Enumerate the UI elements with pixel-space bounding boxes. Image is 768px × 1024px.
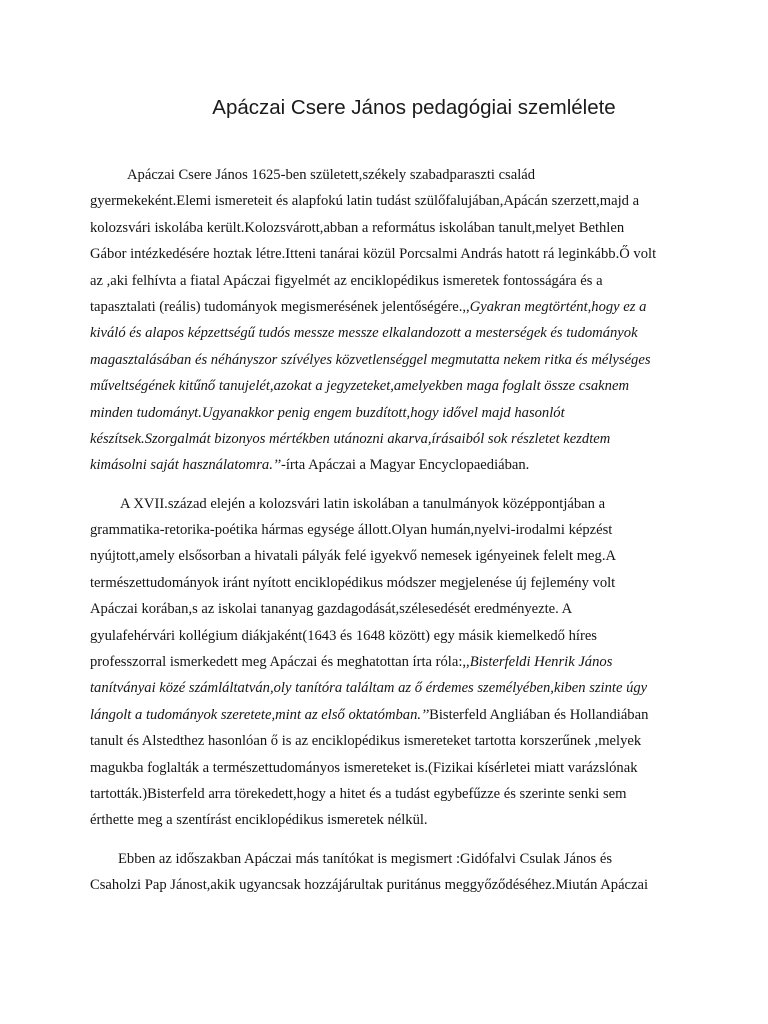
body-text: tanult és Alstedthez hasonlóan ő is az enciklopédikus ismereteket tartotta korszerűnek ,melyek [90,733,642,750]
quote-text: kiváló és alapos képzettségű tudós messze messze elkalandozott a mesterségek és tudományok [90,325,638,342]
text-line [90,872,690,898]
text-line [90,596,690,622]
text-line [90,400,690,426]
text-line [90,426,690,452]
text-line [90,320,690,346]
quote-text: lángolt a tudományok szeretete,mint az első oktatómban.’’ [90,706,430,723]
text-line [90,781,690,807]
paragraph [90,162,690,479]
quote-text: készítsek.Szorgalmát bizonyos mértékben utánozni akarva,írásaiból sok részletet kezdtem [90,430,611,447]
text-line [90,347,690,373]
body-text: Ebben az időszakban Apáczai más tanítókat is megismert :Gidófalvi Csulak János és [118,850,613,867]
body-text: tartották.)Bisterfeld arra törekedett,hogy a hitet és a tudást egybefűzze és szerinte senki sem [90,785,627,802]
body-text: természettudományok iránt nyított enciklopédikus módszer megjelenése új fejlemény volt [90,574,616,591]
text-line [90,162,690,188]
text-line [90,517,690,543]
body-text: gyermekeként.Elemi ismereteit és alapfokú latin tudást szülőfalujában,Apácán szerzett,majd a [90,193,640,210]
text-line [90,675,690,701]
quote-text: kimásolni saját használatomra.’’ [90,457,281,474]
text-line [90,373,690,399]
text-line [90,241,690,267]
text-line [90,807,690,833]
body-text: Apáczai Csere János 1625-ben született,székely szabadparaszti család [127,167,536,183]
quote-text: minden tudományt.Ugyanakkor penig engem buzdított,hogy idővel majd hasonlót [90,404,565,421]
text-line [90,728,690,754]
body-text: grammatika-retorika-poétika hármas egysége állott.Olyan humán,nyelvi-irodalmi képzést [90,522,613,539]
text-line [90,846,690,872]
text-line [90,649,690,675]
paragraph [90,491,690,834]
body-text: érthette meg a szentírást enciklopédikus ismeretek nélkül. [90,812,428,829]
body-text: A XVII.század elején a kolozsvári latin iskolában a tanulmányok középpontjában a [120,495,606,512]
body-text: az ,aki felhívta a fiatal Apáczai figyelmét az enciklopédikus ismeretek fontosságára és a [90,272,603,289]
quote-text: tanítványai közé számláltatván,oly tanítóra találtam az ő érdemes személyében,kiben szinte úgy [90,680,648,697]
body-text: Csaholzi Pap Jánost,akik ugyancsak hozzájárultak puritánus meggyőződéséhez.Miután Apáczai [90,877,649,894]
text-line [90,755,690,781]
body-text: gyulafehérvári kollégium diákjaként(1643 és 1648 között) egy másik kiemelkedő híres [90,627,597,644]
document-body [90,162,690,899]
body-text: Gábor intézkedésére hoztak létre.Itteni tanárai közül Porcsalmi András hatott rá leginkább.Ő volt [90,246,657,263]
text-line [90,543,690,569]
quote-text: Gyakran megtörtént,hogy ez a [469,298,647,315]
quote-text: Bisterfeldi Henrik János [469,654,613,671]
text-line [90,623,690,649]
text-line [90,491,690,517]
body-text: -írta Apáczai a Magyar Encyclopaediában. [280,457,530,474]
text-line [90,268,690,294]
text-line [90,215,690,241]
quote-text: magasztalásában és néhányszor szívélyes közvetlenséggel megmutatta nekem ritka és mélységes [90,351,651,368]
document-title: Apáczai Csere János pedagógiai szemlélete [212,96,616,119]
body-text: tapasztalati (reális) tudományok megismerésének jelentőségére.,, [90,298,470,315]
body-text: professzorral ismerkedett meg Apáczai és meghatottan írta róla:,, [90,654,470,671]
body-text: nyújtott,amely elsősorban a hivatali pályák felé igyekvő nemesek igényeinek felelt meg.A [90,548,617,565]
text-line [90,570,690,596]
body-text: Bisterfeld Angliában és Hollandiában [429,706,649,723]
body-text: magukba foglalták a természettudományos ismereteket is.(Fizikai kísérletei miatt varázslónak [90,759,638,776]
text-line [90,294,690,320]
body-text: Apáczai korában,s az iskolai tananyag gazdagodását,szélesedését eredményezte. A [90,601,573,618]
text-line [90,702,690,728]
body-text: kolozsvári iskolába került.Kolozsvárott,abban a református iskolában tanult,melyet Bethlen [90,219,625,236]
text-line [90,452,690,478]
paragraph [90,846,690,899]
quote-text: műveltségének kitűnő tanujelét,azokat a jegyzeteket,amelyekben maga foglalt össze csaknem [90,378,629,395]
text-line [90,188,690,214]
